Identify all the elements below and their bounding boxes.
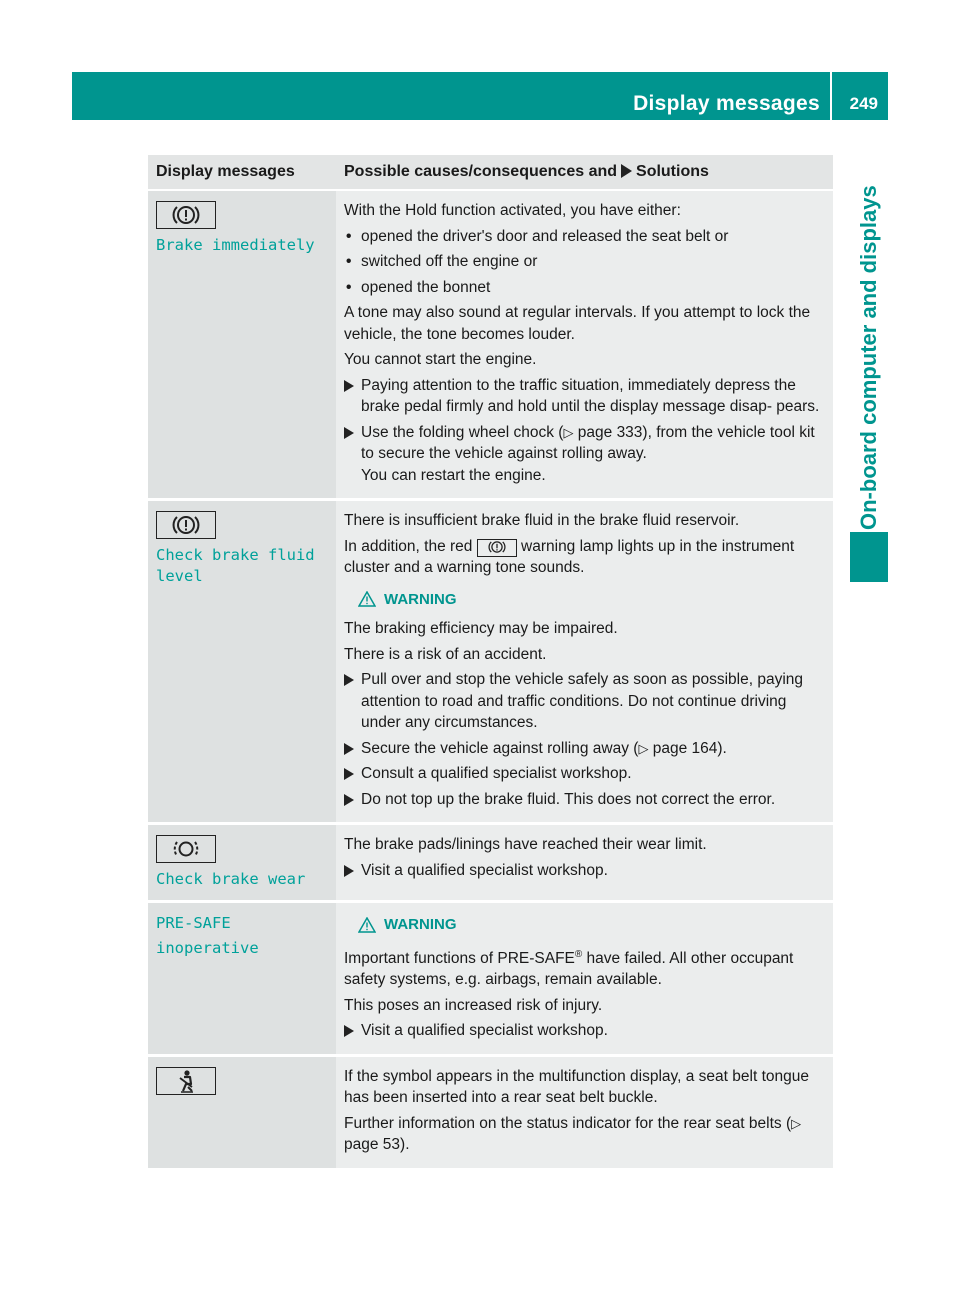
paragraph: If the symbol appears in the multifunction display, a seat belt tongue has been inserted into a rear seat belt buckle.: [344, 1067, 809, 1107]
table-row: [148, 190, 833, 500]
step-text: Do not top up the brake fluid. This does not correct the error.: [361, 790, 776, 808]
warning-heading: [358, 914, 825, 936]
warning-triangle-icon: [358, 917, 376, 933]
paragraph: A tone may also sound at regular intervals. If you attempt to lock the vehicle, the tone becomes louder.: [344, 304, 811, 343]
warning-label: WARNING: [384, 916, 457, 933]
column-header-display-messages: Display messages: [148, 155, 336, 190]
table-row: [148, 902, 833, 1056]
step-arrow-icon: [344, 1025, 354, 1037]
solutions-arrow-icon: [621, 164, 632, 178]
step-text: Paying attention to the traffic situation, immediately depress the brake pedal firmly and hold until the display message disap- pears.: [361, 376, 820, 415]
step-arrow-icon: [344, 427, 354, 439]
paragraph: With the Hold function activated, you have either:: [344, 202, 681, 219]
solution-step: [344, 789, 825, 811]
paragraph-text: warning lamp lights up in the instrument cluster and a warning tone sounds.: [344, 537, 795, 576]
brake-warning-icon: [156, 201, 216, 229]
step-arrow-icon: [344, 674, 354, 686]
paragraph: [344, 1113, 825, 1156]
header-separator: [830, 72, 832, 120]
paragraph-text: page 53).: [344, 1136, 410, 1154]
solution-cell: [336, 824, 833, 902]
message-cell: [148, 902, 336, 1056]
solution-cell: [336, 190, 833, 500]
paragraph-text: have failed. All other occupant safety systems, e.g. airbags, remain available.: [344, 949, 794, 989]
message-cell: [148, 824, 336, 902]
solution-step: [344, 375, 825, 418]
table-row: [148, 824, 833, 902]
message-inoperative: inoperative: [156, 939, 259, 957]
warning-triangle-icon: [358, 591, 376, 607]
paragraph: There is insufficient brake fluid in the brake fluid reservoir.: [344, 512, 740, 529]
message-cell: [148, 500, 336, 824]
step-arrow-icon: [344, 865, 354, 877]
paragraph: [344, 944, 825, 991]
warning-heading: [358, 589, 825, 611]
solution-step: [344, 860, 825, 882]
side-tab-block: [850, 532, 888, 582]
solution-step: [344, 422, 825, 487]
column-header-causes: [336, 155, 833, 190]
page-reference-icon: ▷: [638, 740, 649, 756]
side-tab: [850, 150, 890, 590]
table-header-row: [148, 155, 833, 190]
paragraph: There is a risk of an accident.: [344, 645, 547, 663]
message-check-brake-fluid-level: level: [156, 567, 203, 585]
table-row: [148, 1055, 833, 1169]
bullet-item: • switched off the engine or: [344, 251, 825, 273]
step-text: Secure the vehicle against rolling away (: [361, 739, 639, 757]
solution-step: [344, 1020, 825, 1042]
registered-mark: ®: [574, 948, 583, 960]
display-messages-table: [148, 155, 833, 1171]
message-brake-immediately: Brake immediately: [156, 236, 315, 254]
step-text: page 164).: [648, 739, 727, 757]
page-reference-icon: ▷: [791, 1115, 802, 1131]
solution-step: [344, 738, 825, 760]
step-arrow-icon: [344, 380, 354, 392]
step-text: Visit a qualified specialist workshop.: [361, 861, 608, 879]
bullet-item: • opened the bonnet: [344, 277, 825, 299]
step-text: Visit a qualified specialist workshop.: [361, 1022, 608, 1040]
paragraph: This poses an increased risk of injury.: [344, 996, 603, 1014]
message-check-brake-wear: Check brake wear: [156, 870, 306, 888]
column-header-solutions-text: Solutions: [636, 163, 709, 180]
header-title: Display messages: [633, 92, 820, 115]
paragraph-text: In addition, the red: [344, 537, 477, 555]
table-row: [148, 500, 833, 824]
step-result: You can restart the engine.: [361, 466, 546, 484]
message-cell: [148, 190, 336, 500]
message-pre-safe: PRE-SAFE: [156, 914, 231, 932]
warning-label: WARNING: [384, 590, 457, 608]
page-reference-icon: ▷: [563, 424, 574, 440]
paragraph-text: Further information on the status indicator for the rear seat belts (: [344, 1114, 792, 1132]
step-arrow-icon: [344, 794, 354, 806]
step-text: Pull over and stop the vehicle safely as soon as possible, paying attention to road and traffic conditions. Do not continue driving under any circumstances.: [361, 671, 804, 731]
brake-warning-icon: [156, 511, 216, 539]
step-arrow-icon: [344, 768, 354, 780]
solution-step: [344, 669, 825, 734]
message-check-brake-fluid: Check brake fluid: [156, 546, 315, 564]
paragraph: The brake pads/linings have reached their wear limit.: [344, 836, 707, 853]
seat-belt-icon: [156, 1067, 216, 1095]
brake-warning-icon: [477, 539, 517, 557]
header-bar: [72, 72, 888, 120]
brake-wear-icon: [156, 835, 216, 863]
message-cell: [148, 1055, 336, 1169]
step-text: page 333), from the vehicle tool kit to secure the vehicle against rolling away.: [361, 423, 815, 462]
step-text: Use the folding wheel chock (: [361, 423, 564, 441]
paragraph: The braking efficiency may be impaired.: [344, 620, 618, 637]
bullet-item: • opened the driver's door and released the seat belt or: [344, 226, 825, 248]
side-tab-label: On-board computer and displays: [856, 185, 881, 530]
solution-cell: [336, 902, 833, 1056]
step-text: Consult a qualified specialist workshop.: [361, 765, 632, 782]
solution-cell: [336, 1055, 833, 1169]
solution-step: [344, 763, 825, 785]
paragraph: [344, 536, 825, 579]
column-header-causes-text: Possible causes/consequences and: [344, 163, 618, 180]
paragraph-text: Important functions of PRE-SAFE: [344, 949, 575, 967]
paragraph: You cannot start the engine.: [344, 351, 537, 368]
step-arrow-icon: [344, 743, 354, 755]
solution-cell: [336, 500, 833, 824]
page-number: 249: [849, 94, 878, 113]
